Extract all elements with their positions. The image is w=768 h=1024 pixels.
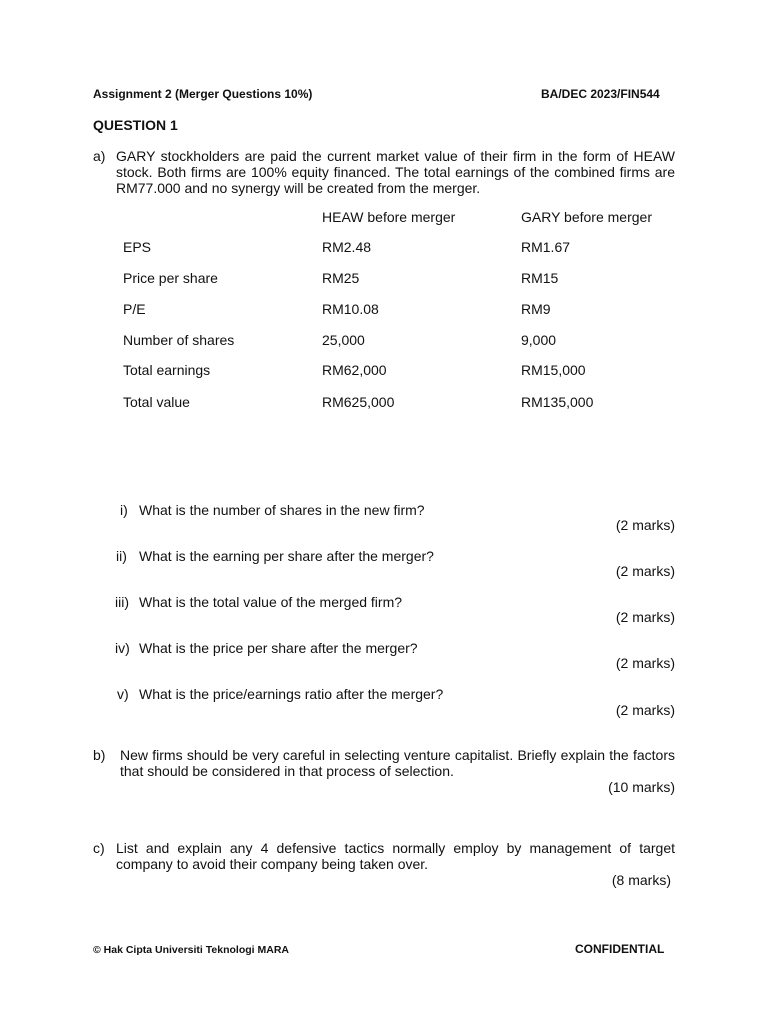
sub-question-text: What is the number of shares in the new firm? <box>139 502 425 518</box>
table-cell-heaw: RM25 <box>322 270 360 286</box>
question-title: QUESTION 1 <box>93 117 178 133</box>
header-assignment-title: Assignment 2 (Merger Questions 10%) <box>93 87 313 101</box>
header-course-code: BA/DEC 2023/FIN544 <box>541 87 660 101</box>
table-row-label: EPS <box>123 239 152 255</box>
footer-confidential: CONFIDENTIAL <box>575 942 665 956</box>
table-row-label: Number of shares <box>123 332 235 348</box>
part-a-label: a) <box>93 148 106 164</box>
sub-question-number: ii) <box>116 548 127 564</box>
table-cell-heaw: RM10.08 <box>322 301 379 317</box>
table-cell-heaw: RM625,000 <box>322 394 395 410</box>
table-header-gary: GARY before merger <box>521 209 652 225</box>
part-b-text: New firms should be very careful in selecting venture capitalist. Briefly explain the factors that should be considered in that process of selection. <box>120 747 675 779</box>
part-b <box>93 747 675 779</box>
table-row-label: Total value <box>123 394 190 410</box>
footer-copyright: © Hak Cipta Universiti Teknologi MARA <box>93 944 289 956</box>
table-cell-heaw: RM2.48 <box>322 239 372 255</box>
sub-question-marks: (2 marks) <box>615 517 675 533</box>
part-a-text: GARY stockholders are paid the current market value of their firm in the form of HEAW stock. Both firms are 100% equity financed. The total earnings of the combined firms are RM77.000 and no synergy will be created from the merger. <box>116 148 675 196</box>
sub-question-number: iii) <box>115 594 129 610</box>
table-cell-heaw: RM62,000 <box>322 362 387 378</box>
part-a <box>93 148 675 196</box>
sub-question-number: iv) <box>115 640 130 656</box>
part-b-marks: (10 marks) <box>608 779 675 795</box>
sub-question-text: What is the total value of the merged firm? <box>139 594 403 610</box>
sub-question-marks: (2 marks) <box>615 563 675 579</box>
sub-question-marks: (2 marks) <box>615 609 675 625</box>
table-row-label: P/E <box>123 301 146 317</box>
sub-question-text: What is the price/earnings ratio after the merger? <box>139 686 444 702</box>
part-c-text: List and explain any 4 defensive tactics normally employ by management of target company to avoid their company being taken over. <box>116 840 675 872</box>
part-c-marks: (8 marks) <box>611 872 671 888</box>
sub-question-text: What is the price per share after the merger? <box>139 640 418 656</box>
table-row-label: Price per share <box>123 270 218 286</box>
part-b-label: b) <box>93 747 106 763</box>
part-c-label: c) <box>93 840 105 856</box>
table-cell-gary: 9,000 <box>521 332 557 348</box>
sub-question-marks: (2 marks) <box>615 702 675 718</box>
table-cell-gary: RM9 <box>521 301 551 317</box>
table-row-label: Total earnings <box>123 362 211 378</box>
table-cell-heaw: 25,000 <box>322 332 365 348</box>
part-c <box>93 840 675 872</box>
sub-question-text: What is the earning per share after the merger? <box>139 548 434 564</box>
table-cell-gary: RM15 <box>521 270 559 286</box>
sub-question-number: v) <box>117 686 129 702</box>
sub-question-marks: (2 marks) <box>615 655 675 671</box>
table-cell-gary: RM1.67 <box>521 239 571 255</box>
table-cell-gary: RM15,000 <box>521 362 586 378</box>
sub-question-number: i) <box>120 502 128 518</box>
table-cell-gary: RM135,000 <box>521 394 594 410</box>
table-header-heaw: HEAW before merger <box>322 209 456 225</box>
